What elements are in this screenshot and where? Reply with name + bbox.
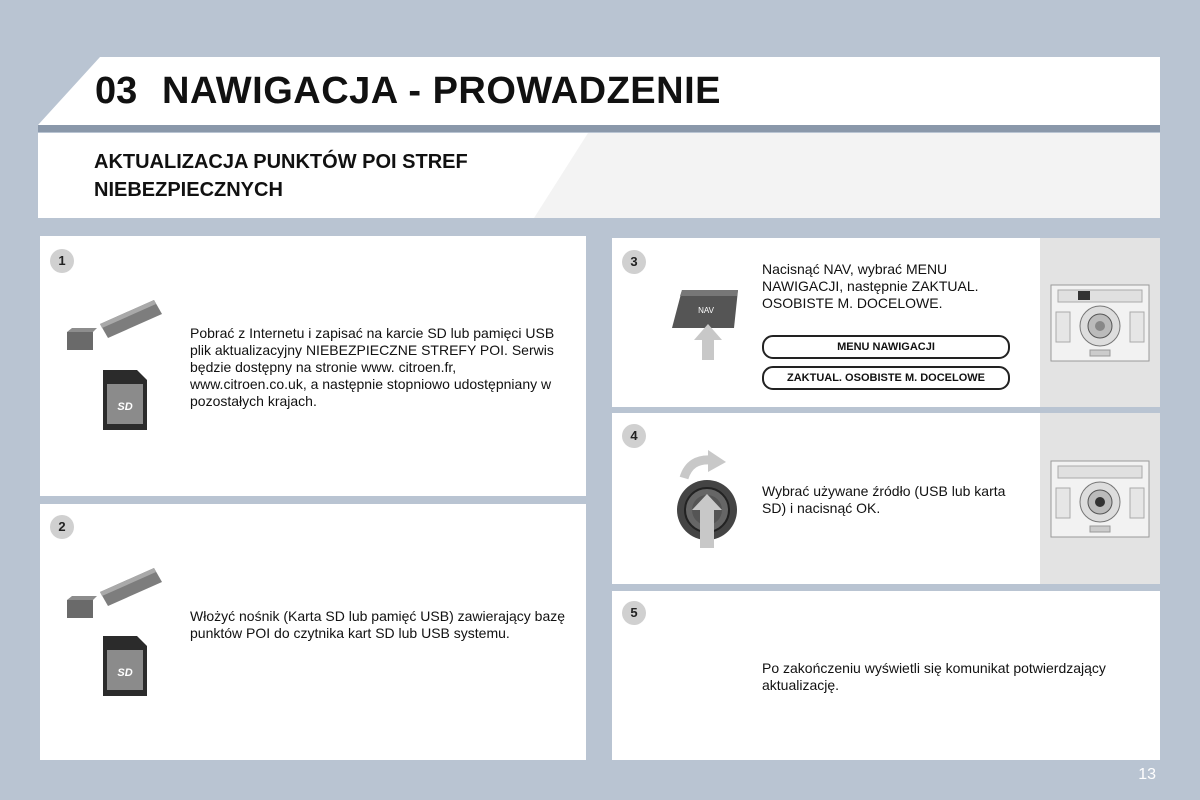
- usb-stick-icon: [64, 296, 164, 356]
- step-1-text: Pobrać z Internetu i zapisać na karcie SD lub pamięci USB plik aktualizacyjny NIEBEZPIECZNE STREFY POI. Serwis będzie dostępny na stronie www. citroen.fr, www.citroen.co.uk, a następnie stopniowo udostępniany w pozostałych krajach.: [190, 325, 555, 409]
- sd-card-label: SD: [117, 401, 133, 413]
- radio-panel-icon: [1050, 460, 1150, 538]
- step-number: 5: [622, 601, 646, 625]
- page-number: 13: [1138, 766, 1156, 783]
- step-number: 1: [50, 249, 74, 273]
- menu-nawigacji-button[interactable]: MENU NAWIGACJI: [762, 335, 1010, 359]
- nav-button-label: NAV: [698, 306, 714, 315]
- rotary-dial-icon: [672, 448, 742, 550]
- zaktual-osobiste-button[interactable]: ZAKTUAL. OSOBISTE M. DOCELOWE: [762, 366, 1010, 390]
- sd-card-icon: [99, 368, 149, 432]
- usb-stick-icon: [64, 564, 164, 624]
- step-number: 3: [622, 250, 646, 274]
- step-number: 2: [50, 515, 74, 539]
- step-2-text: Włożyć nośnik (Karta SD lub pamięć USB) zawierający bazę punktów POI do czytnika kart SD lub USB systemu.: [190, 608, 566, 641]
- page-title: NAWIGACJA - PROWADZENIE: [162, 70, 721, 112]
- step-5-text: Po zakończeniu wyświetli się komunikat potwierdzający aktualizację.: [762, 660, 1106, 693]
- sd-card-label: SD: [117, 667, 133, 679]
- step-number: 4: [622, 424, 646, 448]
- step-3-text: Nacisnąć NAV, wybrać MENU NAWIGACJI, następnie ZAKTUAL. OSOBISTE M. DOCELOWE.: [762, 261, 979, 311]
- sd-card-icon: [99, 634, 149, 698]
- step-4-text: Wybrać używane źródło (USB lub karta SD) i nacisnąć OK.: [762, 483, 1006, 516]
- nav-button-icon: [668, 288, 744, 364]
- chapter-number: 03: [95, 70, 138, 112]
- section-subtitle: AKTUALIZACJA PUNKTÓW POI STREF NIEBEZPIECZNYCH: [94, 151, 468, 201]
- radio-panel-icon: [1050, 284, 1150, 362]
